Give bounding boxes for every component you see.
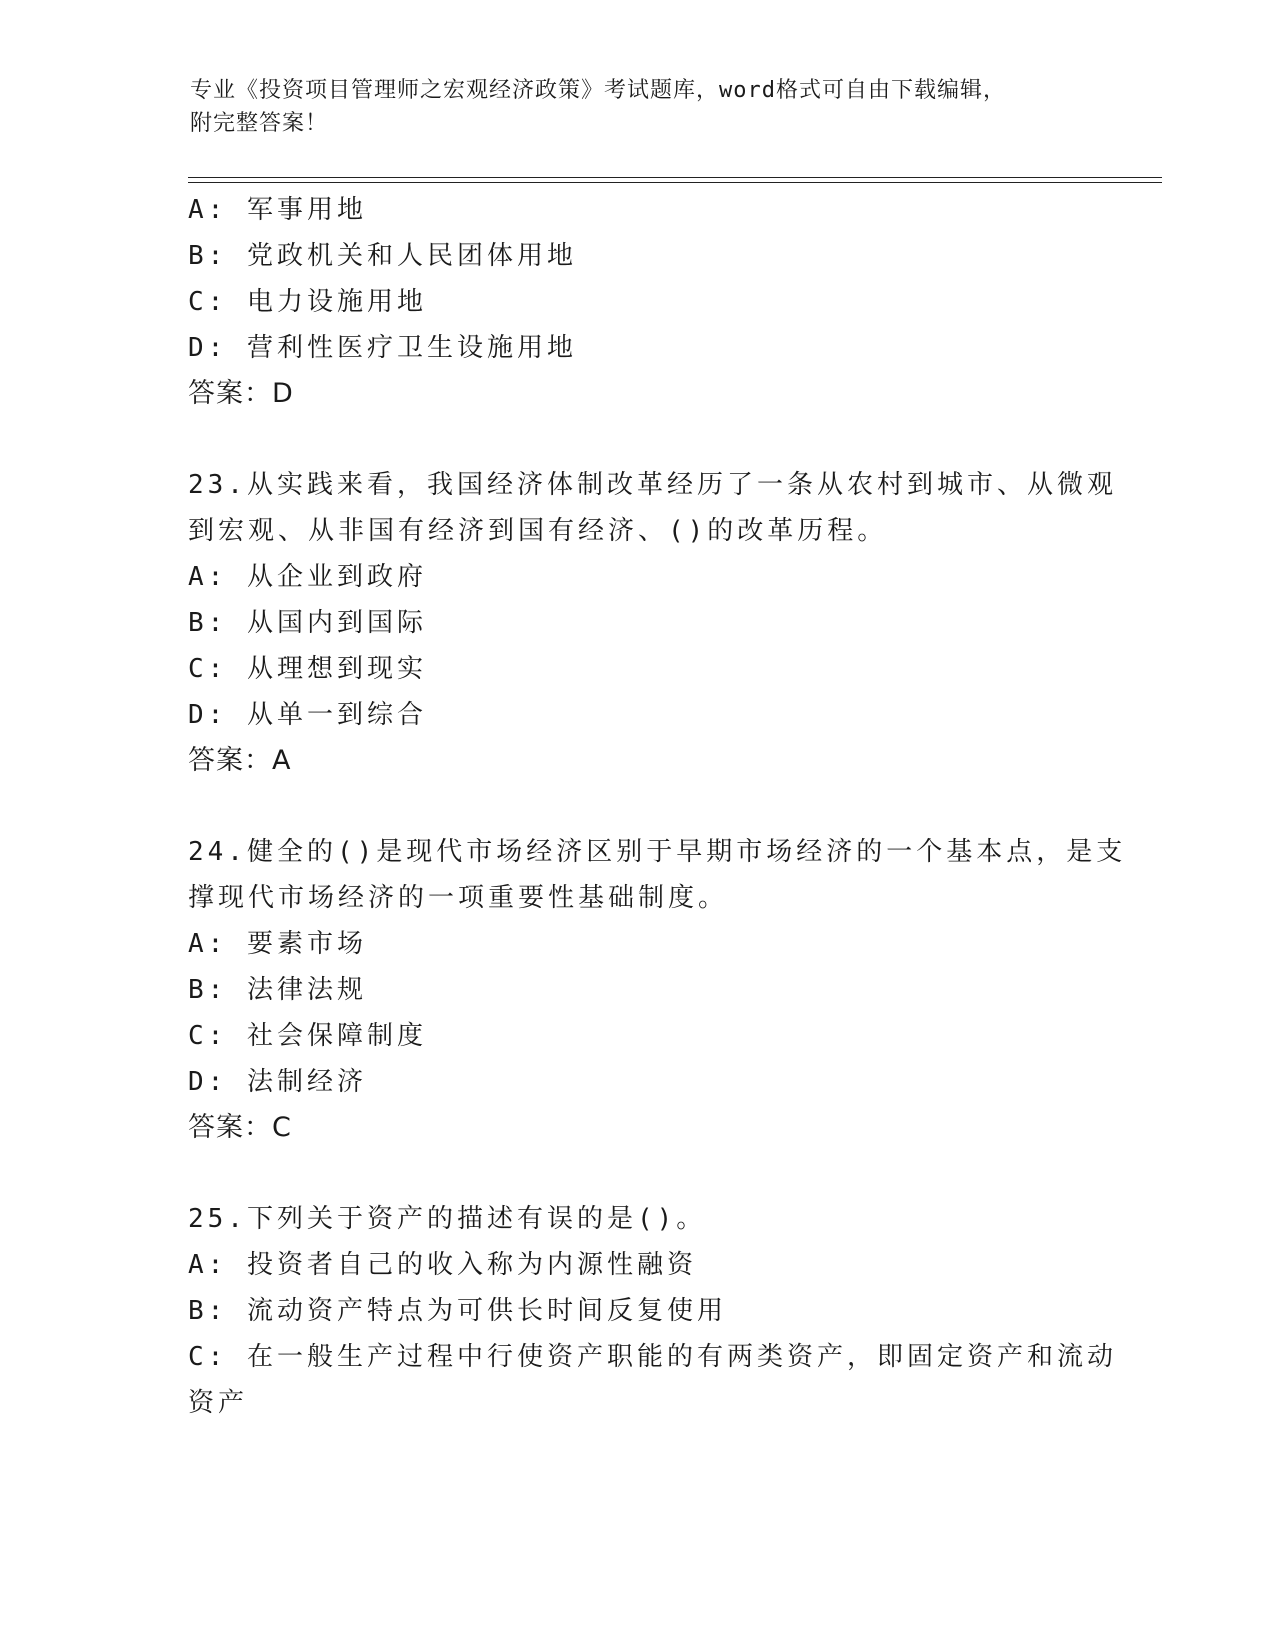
header-line-1: 专业《投资项目管理师之宏观经济政策》考试题库，word格式可自由下载编辑， (190, 78, 1006, 103)
question-stem-line: 23.从实践来看，我国经济体制改革经历了一条从农村到城市、从微观 (188, 470, 1117, 500)
option-c: C: 在一般生产过程中行使资产职能的有两类资产，即固定资产和流动 (188, 1342, 1117, 1372)
option-c: C: 社会保障制度 (188, 1021, 427, 1051)
option-a: A: 要素市场 (188, 929, 367, 959)
spacer (188, 784, 1088, 829)
option-c: C: 电力设施用地 (188, 287, 427, 317)
header-rule-top (188, 177, 1162, 178)
question-list (188, 187, 1127, 1426)
spacer (188, 417, 1088, 462)
question-stem-line: 撑现代市场经济的一项重要性基础制度。 (188, 883, 729, 913)
option-b: B: 法律法规 (188, 975, 367, 1005)
document-header (190, 74, 1070, 140)
spacer (188, 1151, 1088, 1196)
question-stem-line: 25.下列关于资产的描述有误的是()。 (188, 1204, 707, 1234)
answer-line: 答案：D (188, 378, 294, 409)
option-d: D: 营利性医疗卫生设施用地 (188, 333, 577, 363)
question-stem-line: 到宏观、从非国有经济到国有经济、()的改革历程。 (188, 516, 888, 546)
answer-line: 答案：C (188, 1112, 292, 1143)
option-d: D: 法制经济 (188, 1067, 367, 1097)
option-d: D: 从单一到综合 (188, 700, 427, 730)
question-block-24 (188, 829, 1127, 1151)
answer-line: 答案：A (188, 745, 292, 776)
option-b: B: 从国内到国际 (188, 608, 427, 638)
option-a: A: 从企业到政府 (188, 562, 427, 592)
option-a: A: 军事用地 (188, 195, 367, 225)
option-b: B: 流动资产特点为可供长时间反复使用 (188, 1296, 727, 1326)
option-c: C: 从理想到现实 (188, 654, 427, 684)
header-rule-bottom (188, 182, 1162, 183)
question-block-22 (188, 187, 1088, 417)
question-block-23 (188, 462, 1117, 784)
option-continuation: 资产 (188, 1388, 249, 1418)
header-line-2: 附完整答案！ (190, 111, 329, 136)
option-a: A: 投资者自己的收入称为内源性融资 (188, 1250, 697, 1280)
option-b: B: 党政机关和人民团体用地 (188, 241, 577, 271)
question-stem-line: 24.健全的()是现代市场经济区别于早期市场经济的一个基本点，是支 (188, 837, 1127, 867)
question-block-25 (188, 1196, 1117, 1426)
